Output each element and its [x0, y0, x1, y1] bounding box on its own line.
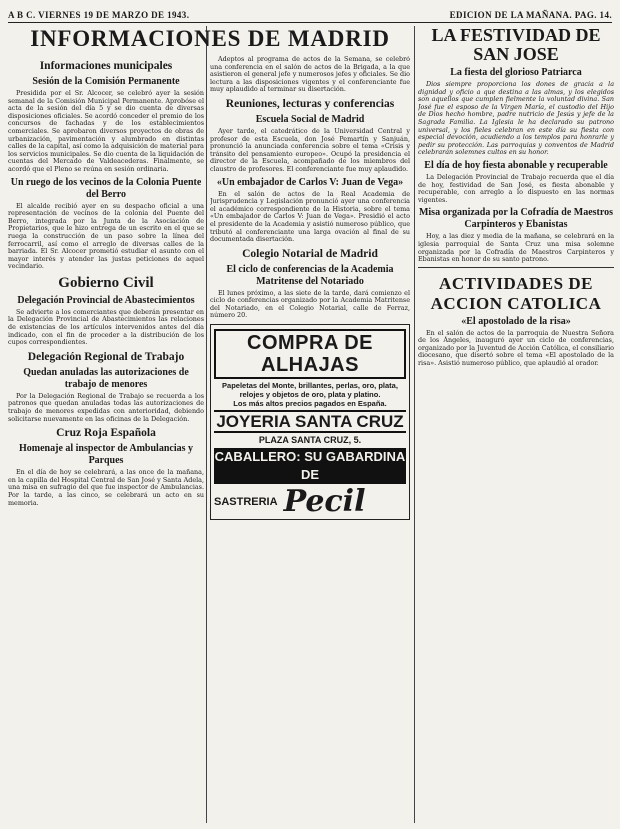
ad-brand: JOYERIA SANTA CRUZ [214, 410, 406, 433]
festivity-title: SAN JOSE [473, 44, 559, 64]
article-body: Por la Delegación Regional de Trabajo se recuerda a los patronos que quedan anuladas todas las autorizaciones de trabajo de menores expedidas con anterioridad, debiendo solicitarse nuevamente en las oficinas de la Delegación. [8, 391, 204, 423]
ad-line: Papeletas del Monte, brillantes, perlas, oro, plata, relojes y objetos de oro, plata y platino. [222, 381, 398, 400]
article-body: Hoy, a las diez y media de la mañana, se celebrará en la iglesia parroquial de Santa Cruz una misa solemne organizada por la Cofradía de Maestros Carpinteros y Ebanistas en honor de su santo patrono. [418, 232, 614, 264]
article-heading: Un ruego de los vecinos de la Colonia Puente del Berro [10, 176, 202, 200]
article [210, 98, 410, 174]
column-2 [210, 56, 410, 823]
article-body: Adeptos al programa de actos de la Semana, se celebró una conferencia en el salón de actos de la Brigada, a la que asistieron el general jefe y numerosos jefes y oficiales. Se dio lectura a las disposiciones vigentes y el conferenciante fue muy aplaudido al terminar su disertación. [210, 56, 410, 94]
article [8, 351, 204, 423]
article-subheading: Quedan anuladas las autorizaciones de trabajo de menores [23, 366, 189, 390]
column-1 [8, 56, 204, 823]
article-heading: Cruz Roja Española [56, 427, 156, 440]
article-heading: Colegio Notarial de Madrid [242, 247, 378, 260]
column-rule [414, 26, 415, 823]
article-body: Dios siempre proporciona los dones de gracia a la dignidad y oficio a que destina a las almas, y los elegidos son aquellos que cumplen fielmente la voluntad divina. San José fue el esposo de la Virgen María, el custodio del Hijo de Dios hecho hombre, padre nutricio de Jesús y jefe de la Sagrada Familia. La Iglesia le ha declarado su patrono universal, y los fieles celebran en este día su fiesta con especial devoción, acudiendo a los templos para honrarle y pedir su protección. Las parroquias y conventos de Madrid celebrarán solemnes cultos en su honor. [418, 80, 614, 157]
article [210, 248, 410, 320]
article-body: En el día de hoy se celebrará, a las once de la mañana, en la capilla del Hospital Central de San José y Santa Adela, una misa en sufragio del que fue inspector de Ambulancias. Por la tarde, a las cinco, se celebrará un acto en su memoria. [8, 468, 204, 507]
article-heading: «Un embajador de Carlos V: Juan de Vega» [216, 176, 404, 188]
column-3 [418, 26, 614, 823]
article [8, 427, 204, 507]
section-title: ACTIVIDADES DE [439, 273, 593, 293]
article [418, 207, 614, 263]
festivity-title: LA FESTIVIDAD DE [431, 26, 601, 45]
article-body: La Delegación Provincial de Trabajo recuerda que el día de hoy, festividad de San José, es fiesta abonable y recuperable, con arreglo a lo dispuesto en las normas vigentes. [418, 172, 614, 204]
divider [418, 267, 614, 268]
article-subheading: Escuela Social de Madrid [255, 113, 365, 125]
article [418, 160, 614, 204]
article-body: En el salón de actos de la Real Academia de Jurisprudencia y Legislación pronunció ayer una conferencia el académico correspondiente de la Historia, sobre el tema «Un embajador de Carlos V: Juan de Vega». Presidió el acto el presidente de la Academia y asistió numeroso público, que tributó al conferenciante una larga ovación al final de su documentada disertación. [210, 189, 410, 244]
article [8, 275, 204, 347]
article [418, 81, 614, 157]
article-subheading: El ciclo de conferencias de la Academia Matritense del Notariado [226, 263, 394, 287]
article-heading: Delegación Regional de Trabajo [27, 350, 185, 363]
article-body: El lunes próximo, a las siete de la tarde, dará comienzo el ciclo de conferencias organizado por la Academia Matritense del Notariado, en el Colegio Notarial, calle de Ferraz, número 20. [210, 288, 410, 320]
article-heading: El día de hoy fiesta abonable y recuperable [424, 159, 608, 171]
header-right: EDICION DE LA MAÑANA. PAG. 14. [449, 10, 612, 20]
article [8, 177, 204, 271]
page-header [8, 4, 612, 23]
ad-title: COMPRA DE ALHAJAS [214, 329, 406, 379]
ad-line: Los más altos precios pagados en España. [233, 399, 387, 409]
article-heading: Gobierno Civil [58, 274, 154, 291]
article-subheading: «El apostolado de la risa» [461, 315, 571, 327]
column-rule [206, 26, 207, 823]
ad-logo: Pecil [283, 484, 366, 520]
article-heading: Misa organizada por la Cofradía de Maestros Carpinteros y Ebanistas [418, 207, 614, 231]
ad-sastreria-label: SASTRERIA [214, 496, 278, 509]
article-heading: Sesión de la Comisión Permanente [32, 76, 180, 87]
main-title-block [8, 26, 412, 52]
article [418, 330, 614, 368]
article-subheading: Delegación Provincial de Abastecimientos [17, 294, 195, 306]
article-body: En el salón de actos de la parroquia de Nuestra Señora de los Ángeles, inauguró ayer un ciclo de conferencias, organizado por la Juventud de Acción Católica, el consiliario diocesano, que disertó sobre el tema «El apostolado de la risa». Asistió numeroso público, que aplaudió al orador. [418, 328, 614, 368]
article-body: Ayer tarde, el catedrático de la Universidad Central y profesor de esta Escuela, don José Pemartín y Sanjuán, pronunció la anunciada conferencia sobre el tema «Crisis y tránsito del pensamiento europeo». Ocupó la presidencia el director de la Escuela, acompañado de los miembros del claustro de profesores. El conferenciante fue muy aplaudido. [210, 126, 410, 173]
advertisement [210, 324, 410, 520]
article-subheading: Homenaje al inspector de Ambulancias y Parques [19, 443, 193, 467]
section-title: Informaciones municipales [39, 60, 173, 72]
article-subheading: La fiesta del glorioso Patriarca [450, 67, 582, 78]
ad-address: PLAZA SANTA CRUZ, 5. [258, 435, 362, 446]
article-body: El alcalde recibió ayer en su despacho oficial a una representación de vecinos de la colonia del Puente del Berro, integrada por la Junta de la Asociación de Propietarios, que le hizo entrega de un escrito en el que se ruega la construcción de un paso sobre la línea del ferrocarril, así como el arreglo de diversas calles de la barriada. El Sr. Alcocer prometió estudiar el asunto con el mayor interés y atender las justas peticiones de aquel vecindario. [8, 201, 204, 271]
article-heading: Reuniones, lecturas y conferencias [225, 97, 395, 110]
section-title: ACCION CATOLICA [430, 293, 602, 313]
header-left: A B C. VIERNES 19 DE MARZO DE 1943. [8, 10, 190, 20]
article [210, 177, 410, 244]
article-body: Se advierte a los comerciantes que deberán presentar en la Delegación Provincial de Abastecimientos las relaciones de existencias de los artículos intervenidos antes del día indicado, con el fin de proceder a la distribución de los cupos correspondientes. [8, 307, 204, 347]
ad-sastreria [214, 484, 406, 520]
article-body: Presidida por el Sr. Alcocer, se celebró ayer la sesión semanal de la Comisión Municipal Permanente. Aprobóse el acta de la sesión del día 5 y se dio cuenta de diversas disposiciones oficiales. Se acordó conceder el premio de los concursos de fachadas y de los establecimientos comerciales. Se aprobaron diversos proyectos de obras de urbanización, pavimentación y alumbrado en distintas calles de la capital, así como la adquisición de material para los servicios municipales. Se dio cuenta de la liquidación de cuentas del Mercado de Valdeacederas. Finalmente, se acordó que el Pleno se reúna en sesión ordinaria. [8, 89, 204, 173]
main-title: INFORMACIONES DE MADRID [30, 26, 390, 51]
ad-banner: CABALLERO: SU GABARDINA DE [214, 449, 406, 483]
article [8, 76, 204, 174]
